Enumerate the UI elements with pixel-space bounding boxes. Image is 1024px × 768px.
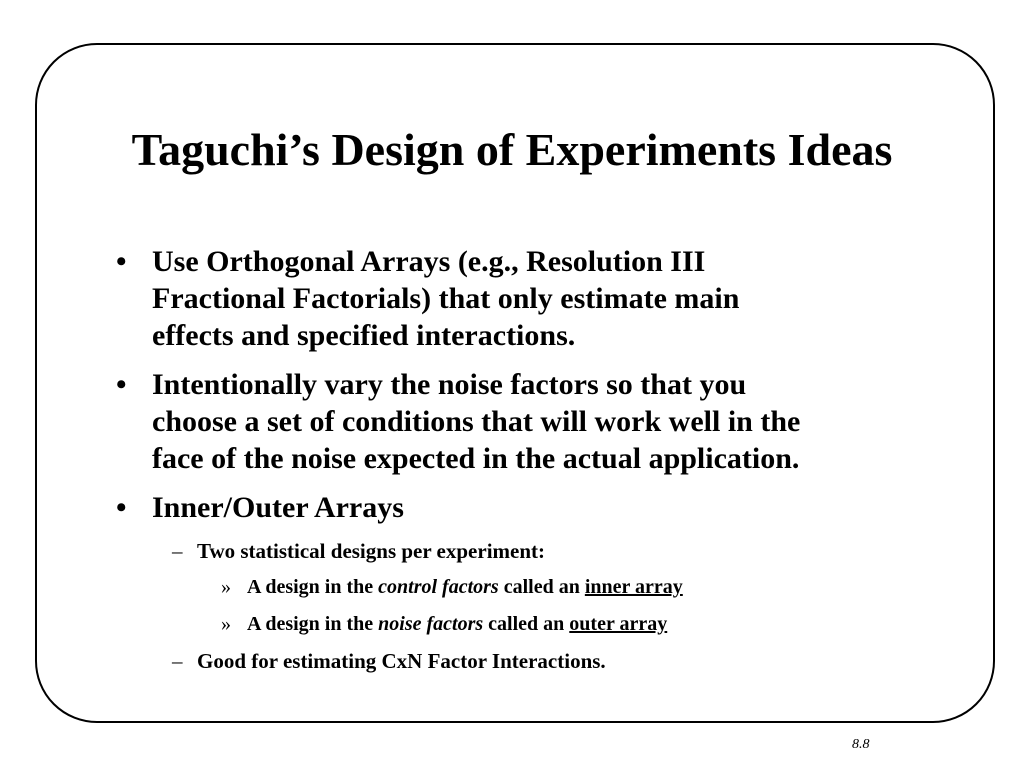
text-prefix: A design in the	[247, 576, 379, 598]
sub-bullet-text: Two statistical designs per experiment:	[197, 539, 546, 563]
sub-sub-bullet-outer-array	[221, 610, 897, 638]
slide-title: Taguchi’s Design of Experiments Ideas	[131, 124, 893, 175]
page-number: 8.8	[852, 737, 870, 752]
sub-sub-bullet-inner-array	[221, 573, 897, 601]
bullet-line: Fractional Factorials) that only estimate main	[152, 282, 740, 315]
bullet-line: Intentionally vary the noise factors so that you	[152, 368, 747, 401]
italic-term: noise factors	[378, 613, 484, 635]
text-prefix: A design in the	[247, 613, 379, 635]
underlined-term: outer array	[569, 613, 668, 635]
sub-sub-bullet-marker: »	[221, 613, 231, 635]
sub-bullet-cxn-interactions	[172, 647, 897, 675]
bullet-inner-outer-arrays	[116, 489, 912, 526]
text-middle: called an	[483, 613, 570, 635]
bullet-text: Inner/Outer Arrays	[152, 491, 404, 524]
sub-bullet-marker: –	[172, 539, 183, 563]
sub-bullet-text: Good for estimating CxN Factor Interactions.	[197, 649, 606, 673]
bullet-marker: •	[116, 368, 127, 401]
sub-bullet-two-designs	[172, 537, 897, 565]
bullet-line: face of the noise expected in the actual application.	[152, 442, 800, 475]
text-middle: called an	[498, 576, 585, 598]
bullet-orthogonal-arrays	[116, 243, 912, 354]
sub-bullet-marker: –	[172, 649, 183, 673]
sub-sub-bullet-marker: »	[221, 576, 231, 598]
bullet-marker: •	[116, 491, 127, 524]
bullet-line: Use Orthogonal Arrays (e.g., Resolution III	[152, 245, 706, 278]
bullet-noise-factors	[116, 366, 912, 477]
bullet-line: effects and specified interactions.	[152, 319, 576, 352]
bullet-line: choose a set of conditions that will work well in the	[152, 405, 801, 438]
bullet-marker: •	[116, 245, 127, 278]
underlined-term: inner array	[584, 576, 683, 598]
italic-term: control factors	[378, 576, 499, 598]
